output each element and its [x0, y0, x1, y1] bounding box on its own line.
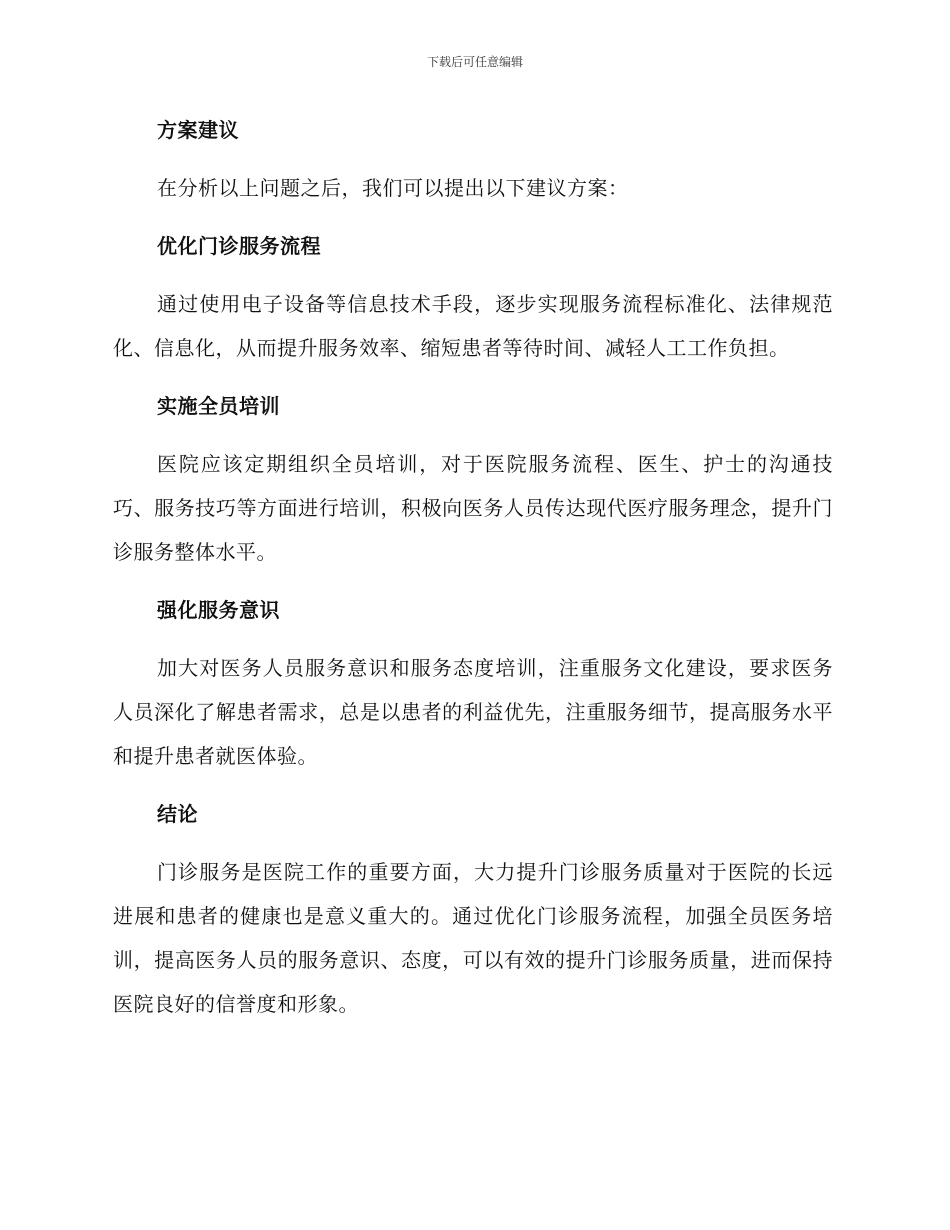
document-body	[113, 108, 833, 1040]
paragraph-conclusion: 门诊服务是医院工作的重要方面，大力提升门诊服务质量对于医院的长远进展和患者的健康也是意义重大的。通过优化门诊服务流程，加强全员医务培训，提高医务人员的服务意识、态度，可以有效的提升门诊服务质量，进而保持医院良好的信誉度和形象。	[113, 860, 833, 1016]
paragraph-service-awareness: 加大对医务人员服务意识和服务态度培训，注重服务文化建设，要求医务人员深化了解患者需求，总是以患者的利益优先，注重服务细节，提高服务水平和提升患者就医体验。	[113, 656, 833, 768]
section-heading-service-awareness: 强化服务意识	[157, 598, 280, 622]
section-heading-optimize-process: 优化门诊服务流程	[157, 234, 321, 258]
section-heading-proposal: 方案建议	[157, 118, 239, 142]
section-heading-staff-training: 实施全员培训	[157, 394, 280, 418]
paragraph-optimize-process: 通过使用电子设备等信息技术手段，逐步实现服务流程标准化、法律规范化、信息化，从而提升服务效率、缩短患者等待时间、减轻人工工作负担。	[113, 292, 833, 360]
section-heading-conclusion: 结论	[157, 802, 198, 826]
paragraph-staff-training: 医院应该定期组织全员培训，对于医院服务流程、医生、护士的沟通技巧、服务技巧等方面进行培训，积极向医务人员传达现代医疗服务理念，提升门诊服务整体水平。	[113, 452, 833, 564]
paragraph-intro: 在分析以上问题之后，我们可以提出以下建议方案：	[157, 176, 629, 200]
page-header-note: 下载后可任意编辑	[426, 55, 523, 69]
